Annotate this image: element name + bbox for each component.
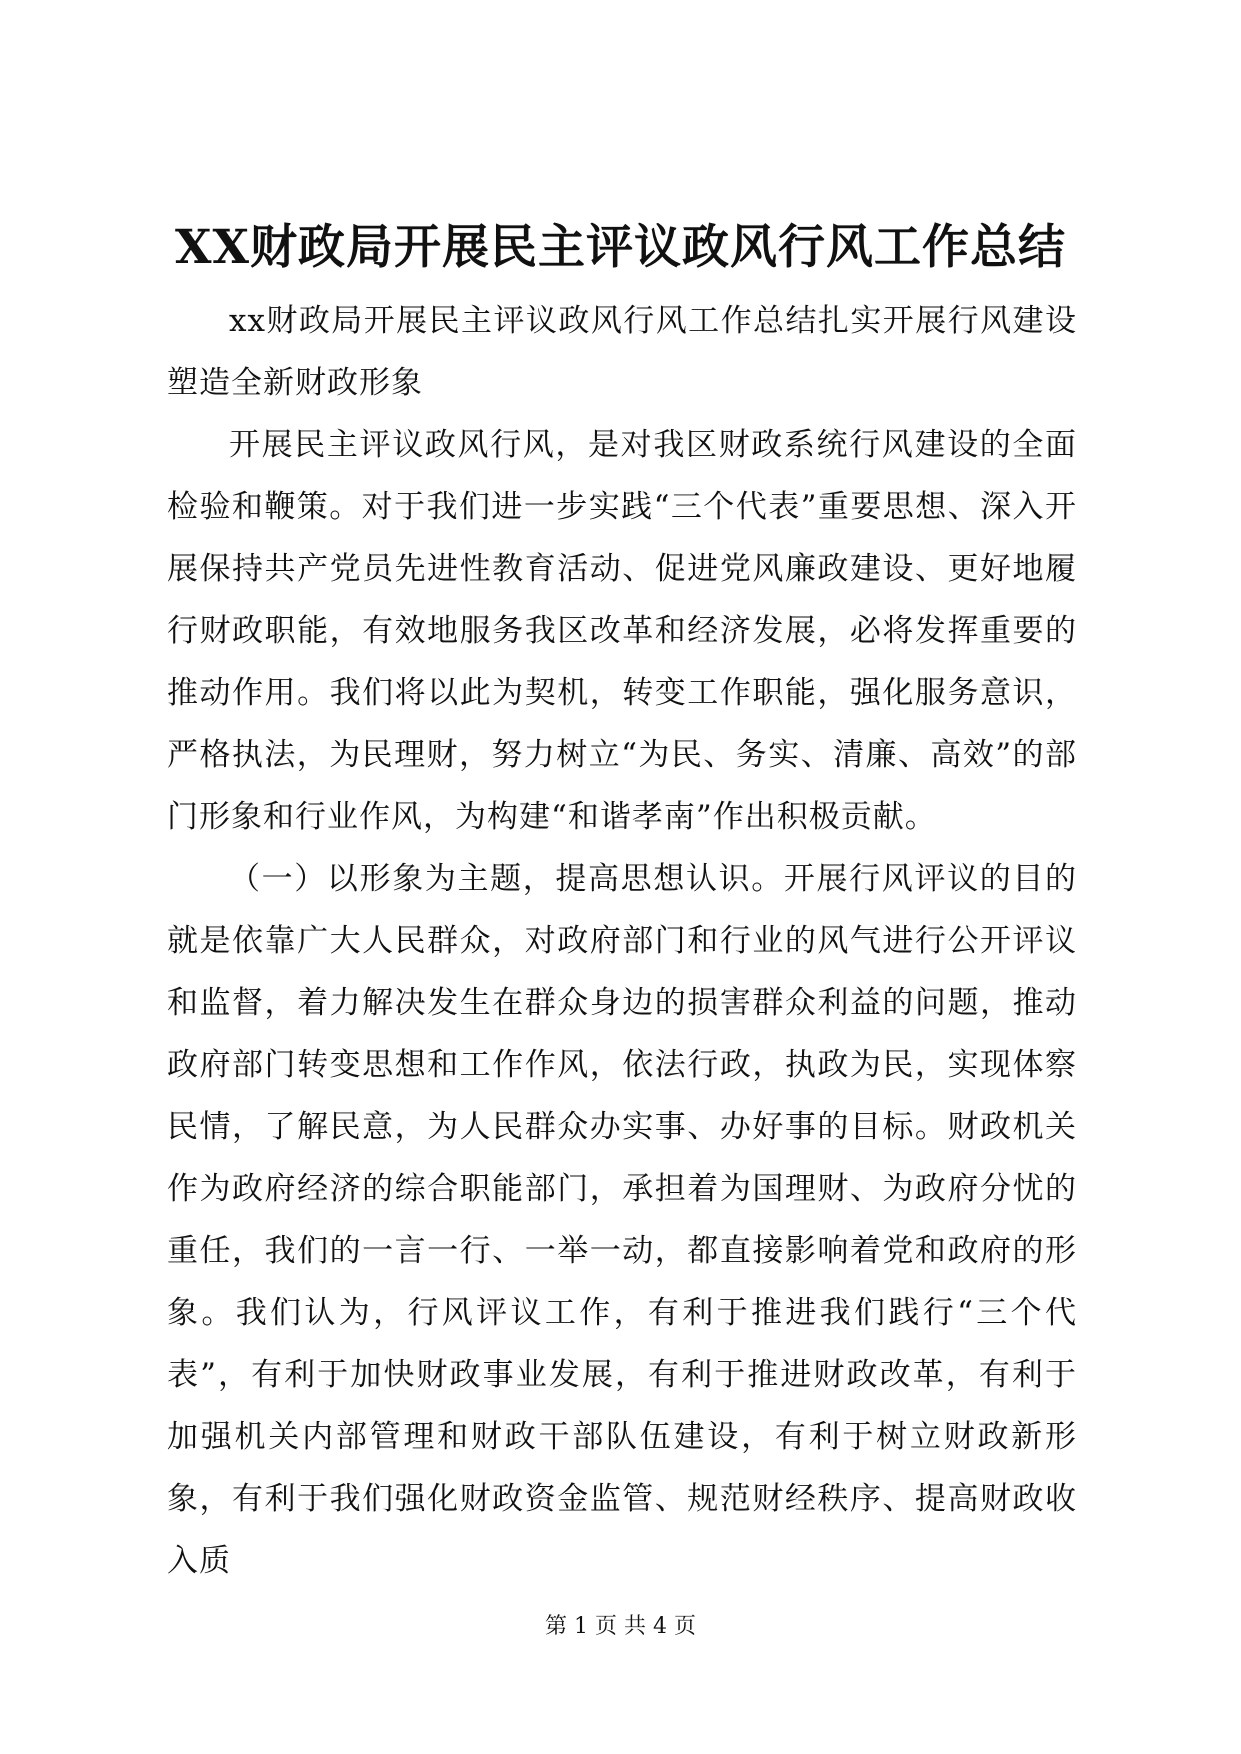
document-body	[167, 290, 1077, 1592]
paragraph-intro: 开展民主评议政风行风，是对我区财政系统行风建设的全面检验和鞭策。对于我们进一步实践“三个代表”重要思想、深入开展保持共产党员先进性教育活动、促进党风廉政建设、更好地履行财政职能，有效地服务我区改革和经济发展，必将发挥重要的推动作用。我们将以此为契机，转变工作职能，强化服务意识，严格执法，为民理财，努力树立“为民、务实、清廉、高效”的部门形象和行业作风，为构建“和谐孝南”作出积极贡献。	[167, 427, 1077, 835]
document-title: XX财政局开展民主评议政风行风工作总结	[175, 220, 1066, 275]
paragraph-section-one: （一）以形象为主题，提高思想认识。开展行风评议的目的就是依靠广大人民群众，对政府部门和行业的风气进行公开评议和监督，着力解决发生在群众身边的损害群众利益的问题，推动政府部门转变思想和工作作风，依法行政，执政为民，实现体察民情，了解民意，为人民群众办实事、办好事的目标。财政机关作为政府经济的综合职能部门，承担着为国理财、为政府分忧的重任，我们的一言一行、一举一动，都直接影响着党和政府的形象。我们认为，行风评议工作，有利于推进我们践行“三个代表”，有利于加快财政事业发展，有利于推进财政改革，有利于加强机关内部管理和财政干部队伍建设，有利于树立财政新形象，有利于我们强化财政资金监管、规范财经秩序、提高财政收入质	[167, 861, 1077, 1579]
paragraph-subtitle: xx财政局开展民主评议政风行风工作总结扎实开展行风建设塑造全新财政形象	[167, 303, 1077, 401]
page-number: 第 1 页 共 4 页	[545, 1614, 696, 1639]
